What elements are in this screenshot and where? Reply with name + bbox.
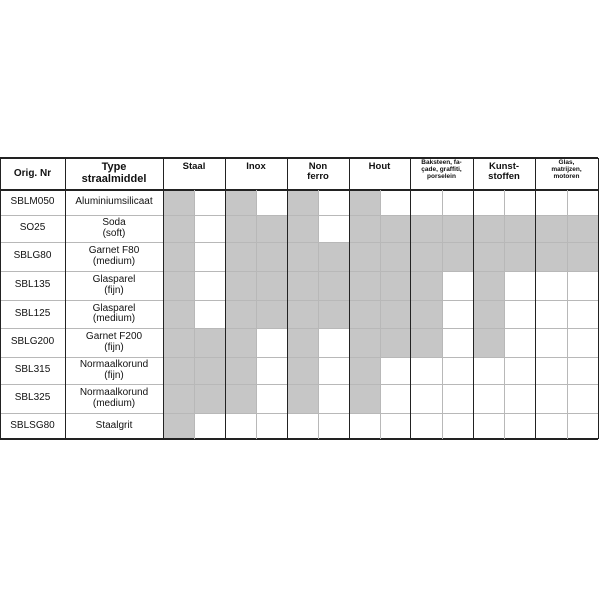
shaded-cell: [410, 300, 442, 328]
shaded-cell: [225, 300, 256, 328]
shaded-cell: [194, 357, 225, 384]
shaded-cell: [194, 328, 225, 357]
row-type: Garnet F200 (fijn): [85, 331, 143, 353]
shaded-cell: [225, 271, 256, 300]
shaded-cell: [380, 271, 410, 300]
column-divider: [318, 190, 319, 439]
shaded-cell: [318, 242, 349, 271]
row-orig-nr: SBL135: [14, 279, 51, 291]
column-divider: [598, 158, 599, 439]
column-divider: [287, 158, 288, 439]
shaded-cell: [287, 271, 318, 300]
shaded-cell: [349, 357, 380, 384]
header-group-5: Kunst- stoffen: [488, 161, 520, 182]
shaded-cell: [163, 328, 194, 357]
row-type: Glasparel (medium): [92, 302, 136, 324]
header-group-2: Non ferro: [307, 161, 329, 182]
shaded-cell: [256, 300, 287, 328]
shaded-cell: [287, 300, 318, 328]
shaded-cell: [349, 242, 380, 271]
shaded-cell: [349, 328, 380, 357]
column-divider: [473, 158, 474, 439]
header-group-3: Hout: [368, 161, 391, 172]
shaded-cell: [473, 271, 504, 300]
shaded-cell: [256, 215, 287, 242]
shaded-cell: [256, 242, 287, 271]
shaded-cell: [163, 384, 194, 413]
shaded-cell: [225, 215, 256, 242]
row-orig-nr: SBLM050: [10, 196, 55, 208]
row-orig-nr: SBLG200: [10, 336, 55, 348]
column-divider: [256, 190, 257, 439]
shaded-cell: [318, 271, 349, 300]
column-divider: [163, 158, 164, 439]
column-divider: [410, 158, 411, 439]
row-orig-nr: SBL315: [14, 364, 51, 376]
column-divider: [567, 190, 568, 439]
shaded-cell: [287, 328, 318, 357]
column-divider: [349, 158, 350, 439]
shaded-cell: [567, 215, 598, 242]
shaded-cell: [163, 300, 194, 328]
column-divider: [442, 190, 443, 439]
shaded-cell: [287, 215, 318, 242]
shaded-cell: [163, 242, 194, 271]
row-type: Aluminiumsilicaat: [75, 196, 153, 208]
shaded-cell: [163, 215, 194, 242]
column-divider: [380, 190, 381, 439]
shaded-cell: [194, 384, 225, 413]
shaded-cell: [349, 215, 380, 242]
shaded-cell: [225, 190, 256, 215]
shaded-cell: [380, 300, 410, 328]
shaded-cell: [535, 215, 567, 242]
row-type: Glasparel (fijn): [92, 274, 136, 296]
row-type: Normaalkorund (medium): [79, 387, 149, 409]
shaded-cell: [410, 242, 442, 271]
column-divider: [535, 158, 536, 439]
row-type: Staalgrit: [95, 419, 133, 431]
row-orig-nr: SBLG80: [13, 250, 52, 262]
shaded-cell: [567, 242, 598, 271]
shaded-cell: [163, 413, 194, 439]
shaded-cell: [473, 300, 504, 328]
column-divider: [504, 190, 505, 439]
row-orig-nr: SBL125: [14, 307, 51, 319]
shaded-cell: [380, 215, 410, 242]
header-group-6: Glas, matrijzen, motoren: [551, 159, 582, 180]
row-type: Normaalkorund (fijn): [79, 359, 149, 381]
shaded-cell: [287, 357, 318, 384]
shaded-cell: [442, 242, 473, 271]
shaded-cell: [163, 271, 194, 300]
row-orig-nr: SO25: [19, 222, 46, 234]
shaded-cell: [380, 242, 410, 271]
header-orig-nr: Orig. Nr: [13, 167, 52, 179]
shaded-cell: [287, 190, 318, 215]
shaded-cell: [349, 384, 380, 413]
shaded-cell: [256, 271, 287, 300]
shaded-cell: [410, 215, 442, 242]
shaded-cell: [504, 242, 535, 271]
shaded-cell: [163, 357, 194, 384]
row-orig-nr: SBLSG80: [10, 419, 55, 431]
shaded-cell: [410, 328, 442, 357]
shaded-cell: [473, 328, 504, 357]
header-group-4: Baksteen, fa- çade, graffiti, porselein: [421, 159, 462, 180]
shaded-cell: [380, 328, 410, 357]
shaded-cell: [163, 190, 194, 215]
shaded-cell: [410, 271, 442, 300]
shaded-cell: [473, 242, 504, 271]
shaded-cell: [349, 190, 380, 215]
shaded-cell: [287, 384, 318, 413]
shaded-cell: [504, 215, 535, 242]
shaded-cell: [473, 215, 504, 242]
row-type: Soda (soft): [102, 217, 126, 239]
row-orig-nr: SBL325: [14, 392, 51, 404]
shaded-cell: [225, 357, 256, 384]
column-divider: [194, 190, 195, 439]
shaded-cell: [225, 384, 256, 413]
shaded-cell: [225, 328, 256, 357]
header-type-straalmiddel: Type straalmiddel: [81, 161, 147, 185]
column-divider: [225, 158, 226, 439]
header-group-1: Inox: [246, 161, 266, 172]
shaded-cell: [225, 242, 256, 271]
row-type: Garnet F80 (medium): [88, 245, 140, 267]
shaded-cell: [318, 300, 349, 328]
shaded-cell: [535, 242, 567, 271]
header-group-0: Staal: [182, 161, 206, 172]
shaded-cell: [442, 215, 473, 242]
shaded-cell: [349, 271, 380, 300]
shaded-cell: [287, 242, 318, 271]
shaded-cell: [349, 300, 380, 328]
